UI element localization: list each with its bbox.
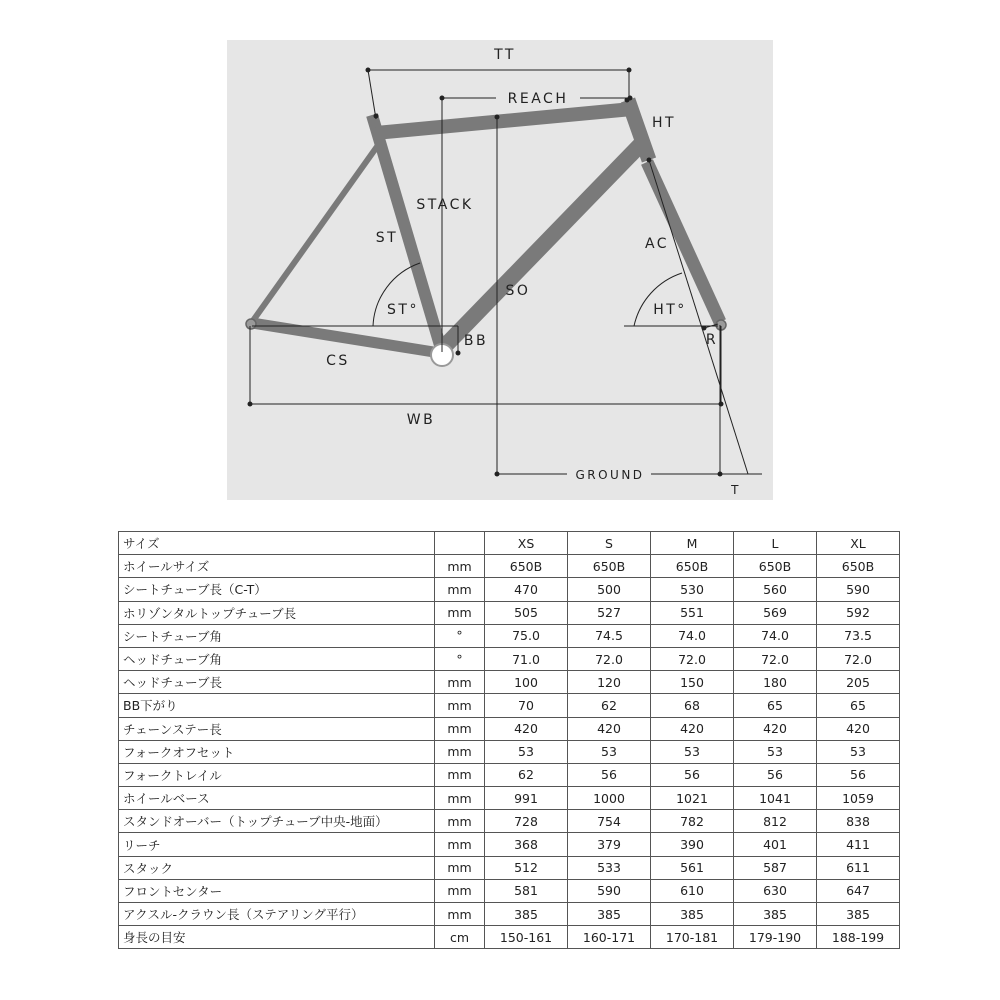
row-value: 420 bbox=[485, 717, 568, 740]
row-value: 401 bbox=[734, 833, 817, 856]
row-unit: mm bbox=[435, 717, 485, 740]
row-label: フォークトレイル bbox=[119, 763, 435, 786]
label-ht: HT bbox=[651, 115, 677, 131]
row-value: 527 bbox=[568, 601, 651, 624]
row-unit: mm bbox=[435, 879, 485, 902]
row-unit: mm bbox=[435, 787, 485, 810]
row-label: フロントセンター bbox=[119, 879, 435, 902]
row-value: 569 bbox=[734, 601, 817, 624]
label-ground: GROUND bbox=[575, 468, 645, 482]
row-value: 205 bbox=[817, 671, 900, 694]
row-value: 385 bbox=[568, 903, 651, 926]
row-value: 62 bbox=[568, 694, 651, 717]
label-stack: STACK bbox=[416, 197, 474, 213]
row-value: 385 bbox=[485, 903, 568, 926]
wb-dot-right bbox=[719, 402, 724, 407]
row-value: 630 bbox=[734, 879, 817, 902]
row-unit: mm bbox=[435, 578, 485, 601]
row-value: 368 bbox=[485, 833, 568, 856]
table-row bbox=[119, 578, 900, 601]
row-value: 500 bbox=[568, 578, 651, 601]
row-value: 650B bbox=[734, 555, 817, 578]
row-value: 72.0 bbox=[734, 647, 817, 670]
header-size-label: サイズ bbox=[119, 532, 435, 555]
row-value: 73.5 bbox=[817, 624, 900, 647]
row-value: 74.0 bbox=[734, 624, 817, 647]
label-tt: TT bbox=[494, 47, 516, 63]
row-unit: mm bbox=[435, 856, 485, 879]
table-row bbox=[119, 694, 900, 717]
row-value: 180 bbox=[734, 671, 817, 694]
row-value: 590 bbox=[568, 879, 651, 902]
tt-dot-left bbox=[366, 68, 371, 73]
table-row bbox=[119, 601, 900, 624]
row-label: チェーンステー長 bbox=[119, 717, 435, 740]
label-wb: WB bbox=[406, 412, 436, 428]
row-value: 647 bbox=[817, 879, 900, 902]
row-value: 53 bbox=[734, 740, 817, 763]
row-value: 53 bbox=[651, 740, 734, 763]
row-value: 754 bbox=[568, 810, 651, 833]
row-value: 610 bbox=[651, 879, 734, 902]
row-value: 420 bbox=[817, 717, 900, 740]
row-value: 56 bbox=[568, 763, 651, 786]
bb-dot bbox=[456, 351, 461, 356]
row-value: 533 bbox=[568, 856, 651, 879]
row-label: ヘッドチューブ角 bbox=[119, 647, 435, 670]
row-value: 385 bbox=[651, 903, 734, 926]
row-value: 782 bbox=[651, 810, 734, 833]
row-label: ホリゾンタルトップチューブ長 bbox=[119, 601, 435, 624]
row-unit: mm bbox=[435, 810, 485, 833]
table-row bbox=[119, 810, 900, 833]
row-label: シートチューブ長（C-T） bbox=[119, 578, 435, 601]
row-value: 390 bbox=[651, 833, 734, 856]
ground-dot-right bbox=[718, 472, 723, 477]
table-row bbox=[119, 717, 900, 740]
row-unit: mm bbox=[435, 903, 485, 926]
row-label: ヘッドチューブ長 bbox=[119, 671, 435, 694]
row-value: 650B bbox=[485, 555, 568, 578]
table-row bbox=[119, 763, 900, 786]
row-label: スタック bbox=[119, 856, 435, 879]
row-unit: mm bbox=[435, 833, 485, 856]
row-value: 385 bbox=[817, 903, 900, 926]
row-value: 581 bbox=[485, 879, 568, 902]
row-value: 991 bbox=[485, 787, 568, 810]
label-reach: REACH bbox=[507, 91, 569, 107]
row-value: 838 bbox=[817, 810, 900, 833]
so-dot-top bbox=[495, 115, 500, 120]
header-size-xs: XS bbox=[485, 532, 568, 555]
row-value: 68 bbox=[651, 694, 734, 717]
row-value: 560 bbox=[734, 578, 817, 601]
row-value: 53 bbox=[568, 740, 651, 763]
row-unit: mm bbox=[435, 601, 485, 624]
row-value: 150-161 bbox=[485, 926, 568, 949]
row-value: 728 bbox=[485, 810, 568, 833]
label-t: T bbox=[731, 483, 741, 497]
row-label: シートチューブ角 bbox=[119, 624, 435, 647]
rear-axle bbox=[246, 319, 256, 329]
wb-dot-left bbox=[248, 402, 253, 407]
row-value: 512 bbox=[485, 856, 568, 879]
table-row bbox=[119, 624, 900, 647]
label-st-angle: ST° bbox=[387, 302, 419, 318]
row-value: 53 bbox=[817, 740, 900, 763]
row-label: ホイールサイズ bbox=[119, 555, 435, 578]
header-size-xl: XL bbox=[817, 532, 900, 555]
row-unit: ° bbox=[435, 624, 485, 647]
table-row bbox=[119, 555, 900, 578]
row-value: 420 bbox=[734, 717, 817, 740]
row-value: 74.0 bbox=[651, 624, 734, 647]
label-so: SO bbox=[505, 283, 531, 299]
row-value: 530 bbox=[651, 578, 734, 601]
geometry-table bbox=[118, 531, 900, 949]
frame-geometry-diagram bbox=[227, 40, 773, 500]
table-row bbox=[119, 879, 900, 902]
header-size-m: M bbox=[651, 532, 734, 555]
ht-dot-bottom bbox=[647, 158, 652, 163]
row-value: 1059 bbox=[817, 787, 900, 810]
table-row bbox=[119, 740, 900, 763]
row-value: 1000 bbox=[568, 787, 651, 810]
row-value: 72.0 bbox=[651, 647, 734, 670]
table-row bbox=[119, 787, 900, 810]
label-bb: BB bbox=[463, 333, 489, 349]
row-unit: mm bbox=[435, 740, 485, 763]
ht-dot-top bbox=[625, 98, 630, 103]
row-value: 56 bbox=[651, 763, 734, 786]
row-value: 65 bbox=[817, 694, 900, 717]
ground-dot-left bbox=[495, 472, 500, 477]
row-value: 70 bbox=[485, 694, 568, 717]
table-row bbox=[119, 903, 900, 926]
row-unit: cm bbox=[435, 926, 485, 949]
row-value: 65 bbox=[734, 694, 817, 717]
row-value: 420 bbox=[568, 717, 651, 740]
table-header-row bbox=[119, 532, 900, 555]
row-value: 179-190 bbox=[734, 926, 817, 949]
row-unit: ° bbox=[435, 647, 485, 670]
seat-dot bbox=[374, 114, 379, 119]
row-value: 188-199 bbox=[817, 926, 900, 949]
row-value: 1021 bbox=[651, 787, 734, 810]
row-value: 379 bbox=[568, 833, 651, 856]
row-value: 650B bbox=[568, 555, 651, 578]
table-row bbox=[119, 926, 900, 949]
row-value: 470 bbox=[485, 578, 568, 601]
row-unit: mm bbox=[435, 671, 485, 694]
row-value: 170-181 bbox=[651, 926, 734, 949]
header-size-s: S bbox=[568, 532, 651, 555]
label-st: ST bbox=[375, 230, 399, 246]
row-value: 812 bbox=[734, 810, 817, 833]
row-value: 551 bbox=[651, 601, 734, 624]
row-value: 71.0 bbox=[485, 647, 568, 670]
rake-dot bbox=[702, 326, 707, 331]
row-value: 385 bbox=[734, 903, 817, 926]
table-row bbox=[119, 671, 900, 694]
row-value: 561 bbox=[651, 856, 734, 879]
row-value: 150 bbox=[651, 671, 734, 694]
row-label: アクスル-クラウン長（ステアリング平行） bbox=[119, 903, 435, 926]
row-value: 56 bbox=[734, 763, 817, 786]
row-label: リーチ bbox=[119, 833, 435, 856]
row-value: 505 bbox=[485, 601, 568, 624]
row-value: 611 bbox=[817, 856, 900, 879]
row-value: 650B bbox=[817, 555, 900, 578]
row-value: 160-171 bbox=[568, 926, 651, 949]
row-value: 420 bbox=[651, 717, 734, 740]
table-row bbox=[119, 647, 900, 670]
row-label: フォークオフセット bbox=[119, 740, 435, 763]
row-value: 75.0 bbox=[485, 624, 568, 647]
row-value: 74.5 bbox=[568, 624, 651, 647]
table-row bbox=[119, 833, 900, 856]
row-value: 56 bbox=[817, 763, 900, 786]
row-value: 411 bbox=[817, 833, 900, 856]
row-value: 650B bbox=[651, 555, 734, 578]
row-label: 身長の目安 bbox=[119, 926, 435, 949]
row-unit: mm bbox=[435, 763, 485, 786]
row-value: 1041 bbox=[734, 787, 817, 810]
row-value: 72.0 bbox=[568, 647, 651, 670]
label-ac: AC bbox=[644, 236, 670, 252]
row-unit: mm bbox=[435, 555, 485, 578]
row-value: 592 bbox=[817, 601, 900, 624]
row-value: 72.0 bbox=[817, 647, 900, 670]
label-cs: CS bbox=[326, 353, 350, 369]
table-row bbox=[119, 856, 900, 879]
tt-dot-right bbox=[627, 68, 632, 73]
row-label: ホイールベース bbox=[119, 787, 435, 810]
row-value: 100 bbox=[485, 671, 568, 694]
row-value: 590 bbox=[817, 578, 900, 601]
header-size-l: L bbox=[734, 532, 817, 555]
row-value: 62 bbox=[485, 763, 568, 786]
row-label: BB下がり bbox=[119, 694, 435, 717]
row-label: スタンドオーバー（トップチューブ中央-地面） bbox=[119, 810, 435, 833]
label-ht-angle: HT° bbox=[653, 302, 687, 318]
row-value: 53 bbox=[485, 740, 568, 763]
reach-dot-left bbox=[440, 96, 445, 101]
row-value: 120 bbox=[568, 671, 651, 694]
header-unit bbox=[435, 532, 485, 555]
label-r: R bbox=[705, 332, 719, 348]
row-value: 587 bbox=[734, 856, 817, 879]
row-unit: mm bbox=[435, 694, 485, 717]
